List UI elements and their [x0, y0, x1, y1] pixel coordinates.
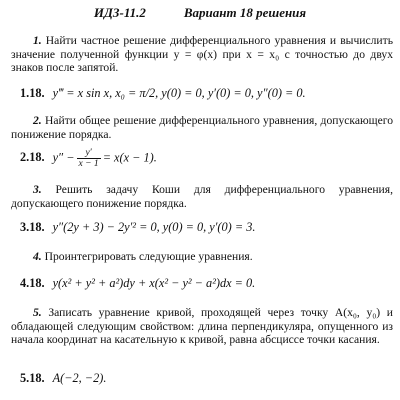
example-equation: y(x² + y² + a²)dy + x(x² − y² − a²)dx = 0. [52, 276, 256, 290]
task-2-statement [11, 114, 393, 141]
example-fraction [77, 148, 101, 169]
example-code: 4.18. [20, 276, 45, 290]
example-equation: y‴ = x sin x, x₀ = π/2, y(0) = 0, y′(0) = 0, y″(0) = 0. [52, 86, 306, 100]
example-code: 1.18. [20, 86, 45, 100]
example-equation: A(−2, −2). [52, 371, 107, 385]
example-equation-right: = x(x − 1). [102, 150, 157, 165]
task-3-statement [11, 183, 393, 210]
task-5-example [20, 371, 390, 386]
example-equation: y″(2y + 3) − 2y′² = 0, y(0) = 0, y′(0) = 3. [52, 220, 256, 234]
fraction-numerator: y′ [77, 148, 101, 159]
task-3-example [20, 220, 390, 235]
task-4-example [20, 276, 390, 291]
task-2-example [20, 148, 390, 169]
example-equation-left: y″ − [52, 150, 75, 165]
task-text: Решить задачу Коши для дифференциального уравнения, допускающего понижение порядка. [11, 183, 393, 210]
task-1-statement [11, 34, 393, 75]
task-text: Найти частное решение дифференциального уравнения и вычислить значение полученной функции y = φ(x) при x = x₀ с точностью до двух знаков после запятой. [11, 34, 393, 75]
example-code: 5.18. [20, 371, 45, 385]
task-5-statement [11, 306, 393, 347]
fraction-denominator: x − 1 [78, 159, 99, 169]
task-4-statement [11, 250, 393, 264]
task-number: 2. [33, 114, 42, 127]
example-code: 2.18. [20, 150, 45, 165]
task-number: 3. [33, 183, 42, 196]
task-1-example [20, 86, 390, 101]
assignment-code: ИДЗ-11.2 [93, 5, 146, 20]
task-text: Записать уравнение кривой, проходящей через точку A(x₀, y₀) и обладающей следующим свойством: длина перпендикуляра, опущенного из начала координат на касательную к кривой, равна абсциссе точки касания. [11, 306, 393, 347]
task-text: Найти общее решение дифференциального уравнения, допускающего понижение порядка. [11, 114, 394, 141]
page-header [0, 5, 400, 21]
task-number: 4. [33, 250, 42, 263]
task-number: 5. [33, 306, 42, 319]
task-text: Проинтегрировать следующие уравнения. [44, 250, 253, 263]
example-code: 3.18. [20, 220, 45, 234]
variant-title: Вариант 18 решения [183, 5, 307, 20]
task-number: 1. [33, 34, 42, 47]
